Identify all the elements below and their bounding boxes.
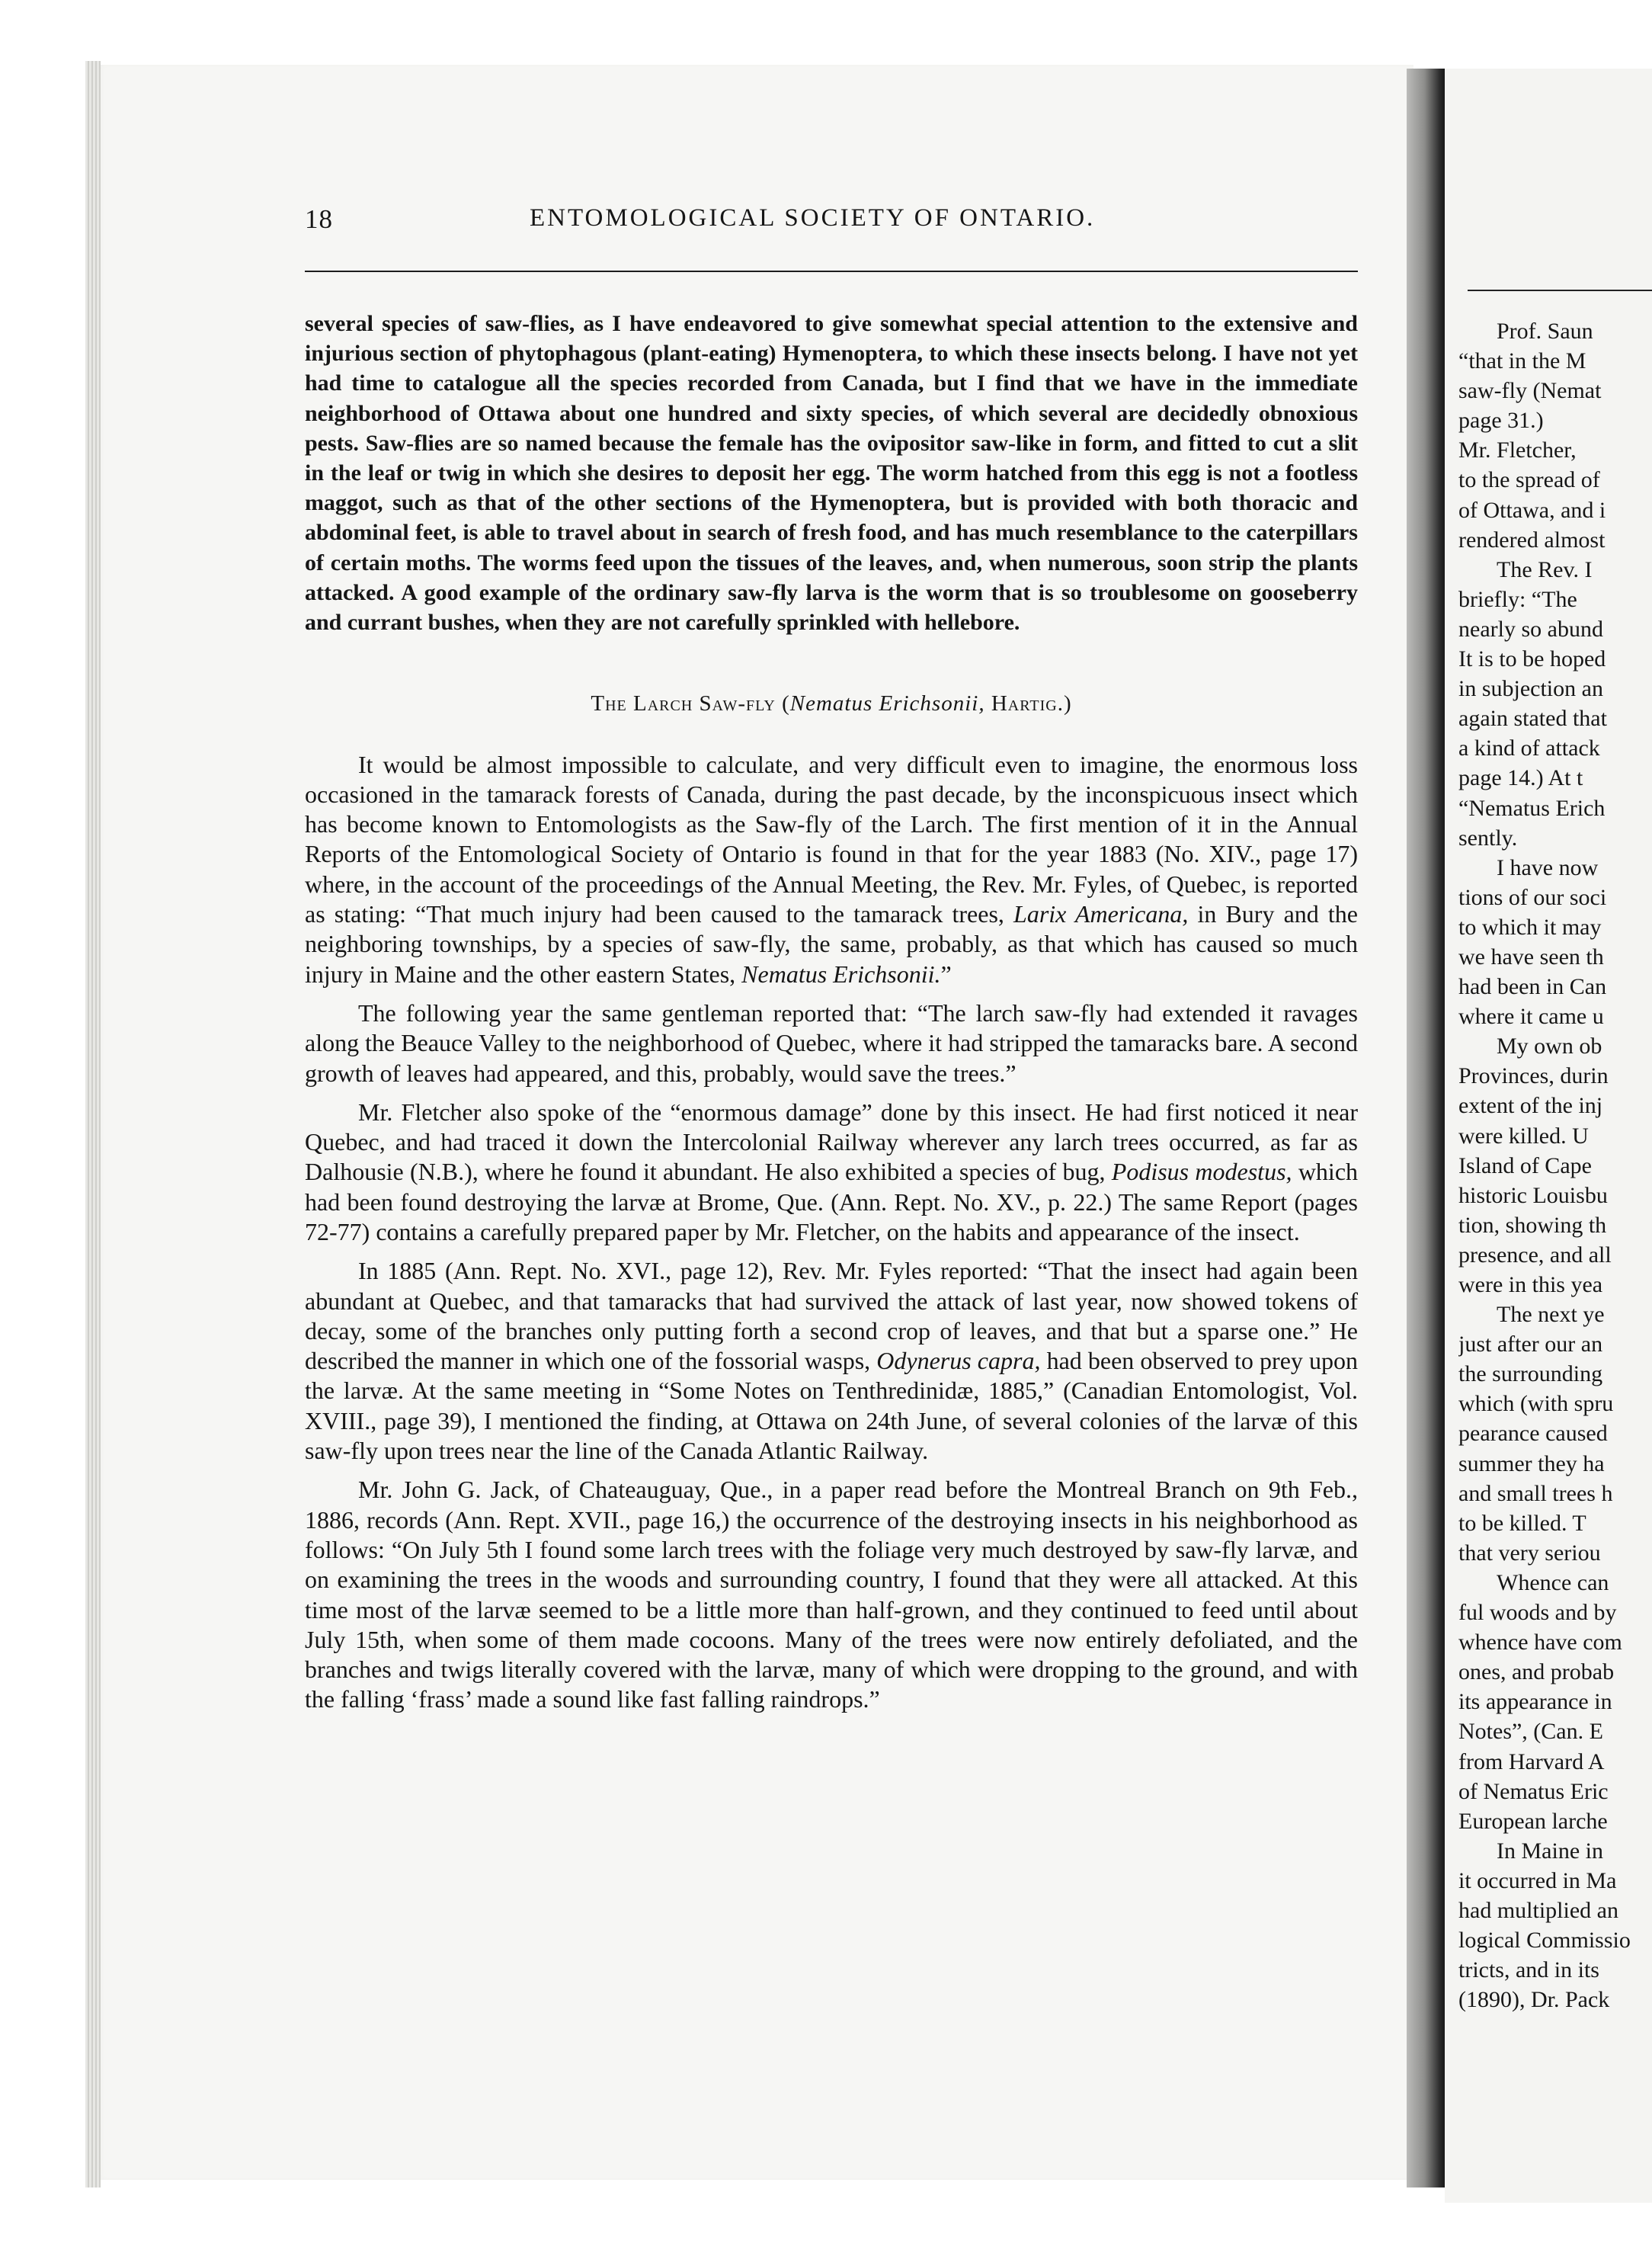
- section-title-suffix: Hartig.): [984, 691, 1072, 716]
- page-edge-stack: [85, 61, 101, 2188]
- paragraph-4-text-a: In 1885 (Ann. Rept. No. XVI., page 12), Rev. Mr. Fyles reported: “That the insect had again been abundant at Quebec, and that tamaracks that had survived the attack of last year, now showed tokens of decay, some of the branches only putting forth a second crop of leaves, and that but a sparse one.” He described the manner in which one of the fossorial wasps,: [305, 1257, 1358, 1375]
- right-header-rule: [1468, 290, 1652, 291]
- right-page-line: page 31.): [1458, 408, 1544, 434]
- right-page-line: European larche: [1458, 1808, 1608, 1834]
- right-page-line: ful woods and by: [1458, 1600, 1617, 1626]
- right-page-line: of Nematus Eric: [1458, 1778, 1609, 1804]
- intro-paragraph: several species of saw-flies, as I have endeavored to give somewhat special attention to the extensive and injurious section of phytophagous (plant-eating) Hymenoptera, to which these insects belong. I have not yet had time to catalogue all the species recorded from Canada, but I find that we have in the immediate neighborhood of Ottawa about one hundred and sixty species, of which several are decidedly obnoxious pests. Saw-flies are so named because the female has the ovipositor saw-like in form, and fitted to cut a slit in the leaf or twig in which she desires to deposit her egg. The worm hatched from this egg is not a footless maggot, such as that of the other sections of the Hymenoptera, but is provided with both thoracic and abdominal feet, is able to travel about in search of fresh food, and has much resemblance to the caterpillars of certain moths. The worms feed upon the tissues of the leaves, and, when numerous, soon strip the plants attacked. A good example of the ordinary saw-fly larva is the worm that is so troublesome on gooseberry and currant bushes, when they are not carefully sprinkled with hellebore.: [305, 311, 1358, 636]
- right-page-line: of Ottawa, and i: [1458, 497, 1606, 523]
- right-page-line: again stated that: [1458, 706, 1607, 732]
- right-page-line: to be killed. T: [1458, 1510, 1586, 1536]
- section-title-prefix: The Larch Saw-fly (: [591, 691, 790, 716]
- right-page-line: from Harvard A: [1458, 1748, 1605, 1774]
- right-page-line: “Nematus Erich: [1458, 795, 1606, 821]
- right-page-line: rendered almost: [1458, 527, 1606, 553]
- right-page-line: extent of the inj: [1458, 1093, 1603, 1119]
- right-page-line: were in this yea: [1458, 1272, 1603, 1297]
- species-odynerus: Odynerus capra,: [876, 1347, 1041, 1375]
- right-page-line: It is to be hoped: [1458, 646, 1606, 672]
- right-page-line: the surrounding: [1458, 1361, 1603, 1387]
- main-text: [305, 309, 1358, 1724]
- right-page-line: which (with spru: [1458, 1391, 1614, 1417]
- scan-background: [0, 0, 85, 2250]
- section-title-species: Nematus Erichsonii,: [789, 691, 985, 716]
- right-page-line: In Maine in: [1497, 1838, 1603, 1864]
- paragraph-3-text-b: which had been found destroying the larvæ at Brome, Que. (Ann. Rept. No. XV., p. 22.) The same Report (pages 72-77) contains a carefully prepared paper by Mr. Fletcher, on the habits and appearance of the insect.: [305, 1158, 1359, 1245]
- paragraph-1-text-a: It would be almost impossible to calculate, and very difficult even to imagine, the enormous loss occasioned in the tamarack forests of Canada, during the past decade, by the inconspicuous insect which has become known to Entomologists as the Saw-fly of the Larch. The first mention of it in the Annual Reports of the Entomological Society of Ontario is found in that for the year 1883 (No. XIV., page 17) where, in the account of the proceedings of the Annual Meeting, the Rev. Mr. Fyles, of Quebec, is reported as stating: “That much injury had been caused to the tamarack trees,: [305, 750, 1358, 928]
- page-header: [305, 204, 1356, 250]
- right-page-line: I have now: [1497, 854, 1599, 880]
- right-page: [1445, 69, 1652, 2203]
- right-page-line: The Rev. I: [1497, 556, 1593, 582]
- paragraph-3-text-a: Mr. Fletcher also spoke of the “enormous damage” done by this insect. He had first noticed it near Quebec, and had traced it down the Intercolonial Railway wherever any larch trees occurred, as far as Dalhousie (N.B.), where he found it abundant. He also exhibited a species of bug,: [305, 1098, 1358, 1186]
- paragraph-1-text-c: ”: [940, 960, 952, 988]
- right-page-line: that very seriou: [1458, 1540, 1601, 1566]
- paragraph-1-text-b: in Bury and the neighboring townships, by a species of saw-fly, the same, probably, as that which has caused so much injury in Maine and the other eastern States,: [305, 900, 1359, 988]
- right-page-line: it occurred in Ma: [1458, 1867, 1617, 1893]
- right-page-line: Prof. Saun: [1497, 319, 1593, 344]
- right-page-line: “that in the M: [1458, 348, 1586, 374]
- right-page-line: pearance caused: [1458, 1421, 1608, 1447]
- right-page-line: saw-fly (Nemat: [1458, 378, 1602, 404]
- right-page-line: to which it may: [1458, 914, 1602, 940]
- right-page-line: were killed. U: [1458, 1123, 1589, 1149]
- right-page-line: in subjection an: [1458, 676, 1603, 702]
- right-page-line: Mr. Fletcher,: [1458, 438, 1577, 463]
- right-page-line: briefly: “The: [1458, 586, 1577, 612]
- section-title: [305, 689, 1358, 719]
- right-page-line: had multiplied an: [1458, 1897, 1618, 1923]
- right-page-line: My own ob: [1497, 1034, 1602, 1059]
- right-page-line: presence, and all: [1458, 1242, 1612, 1268]
- right-page-line: to the spread of: [1458, 467, 1600, 493]
- right-page-line: its appearance in: [1458, 1689, 1612, 1715]
- paragraph-1: [305, 750, 1358, 989]
- right-page-line: Provinces, durin: [1458, 1063, 1609, 1089]
- right-page-line: Notes”, (Can. E: [1458, 1719, 1603, 1745]
- right-page-line: we have seen th: [1458, 944, 1604, 970]
- right-page-line: (1890), Dr. Pack: [1458, 1987, 1610, 2013]
- page-number: 18: [305, 204, 333, 234]
- right-page-line: The next ye: [1497, 1302, 1605, 1328]
- right-page-line: whence have com: [1458, 1630, 1622, 1655]
- right-page-line: sently.: [1458, 825, 1518, 851]
- running-title: ENTOMOLOGICAL SOCIETY OF ONTARIO.: [530, 204, 1096, 232]
- right-page-line: a kind of attack: [1458, 736, 1600, 761]
- right-page-line: logical Commissio: [1458, 1928, 1631, 1954]
- header-rule: [305, 271, 1358, 272]
- right-page-line: tricts, and in its: [1458, 1957, 1599, 1983]
- right-page-text: [1458, 316, 1652, 2014]
- right-page-line: historic Louisbu: [1458, 1182, 1608, 1208]
- paragraph-3: [305, 1098, 1358, 1247]
- paragraph-4: [305, 1256, 1358, 1466]
- species-nematus: Nematus Erichsonii.: [741, 960, 941, 988]
- right-page-line: and small trees h: [1458, 1480, 1613, 1506]
- right-page-line: Island of Cape: [1458, 1152, 1592, 1178]
- species-larix: Larix Americana,: [1013, 900, 1189, 928]
- right-page-line: Whence can: [1497, 1569, 1609, 1595]
- paragraph-4-text-b: had been observed to prey upon the larvæ. At the same meeting in “Some Notes on Tenthredinidæ, 1885,” (Canadian Entomologist, Vol. XVIII., page 39), I mentioned the finding, at Ottawa on 24th June, of several colonies of the larvæ of this saw-fly upon trees near the line of the Canada Atlantic Railway.: [305, 1347, 1359, 1465]
- paragraph-2: The following year the same gentleman reported that: “The larch saw-fly had extended it ravages along the Beauce Valley to the neighborhood of Quebec, where it had stripped the tamaracks bare. A second growth of leaves had appeared, and this, probably, would save the trees.”: [305, 998, 1358, 1087]
- paragraph-5: Mr. John G. Jack, of Chateauguay, Que., in a paper read before the Montreal Branch on 9th Feb., 1886, records (Ann. Rept. XVII., page 16,) the occurrence of the destroying insects in his neighborhood as follows: “On July 5th I found some larch trees with the foliage very much destroyed by saw-fly larvæ, and on examining the trees in the woods and surrounding country, I found that they were all attacked. At this time most of the larvæ seemed to be a little more than half-grown, and they continued to feed until about July 15th, when some of them made cocoons. Many of the trees were now entirely defoliated, and the branches and twigs literally covered with the larvæ, many of which were dropping to the ground, and with the falling ‘frass’ made a sound like fast falling raindrops.”: [305, 1476, 1358, 1713]
- right-page-line: where it came u: [1458, 1004, 1604, 1030]
- right-page-line: just after our an: [1458, 1332, 1603, 1357]
- right-page-line: ones, and probab: [1458, 1659, 1615, 1685]
- right-page-line: summer they ha: [1458, 1450, 1605, 1476]
- right-page-line: had been in Can: [1458, 974, 1607, 1000]
- species-podisus: Podisus modestus,: [1111, 1158, 1292, 1186]
- right-page-line: page 14.) At t: [1458, 765, 1583, 791]
- right-page-line: nearly so abund: [1458, 616, 1603, 642]
- right-page-line: tions of our soci: [1458, 884, 1607, 910]
- right-page-line: tion, showing th: [1458, 1212, 1607, 1238]
